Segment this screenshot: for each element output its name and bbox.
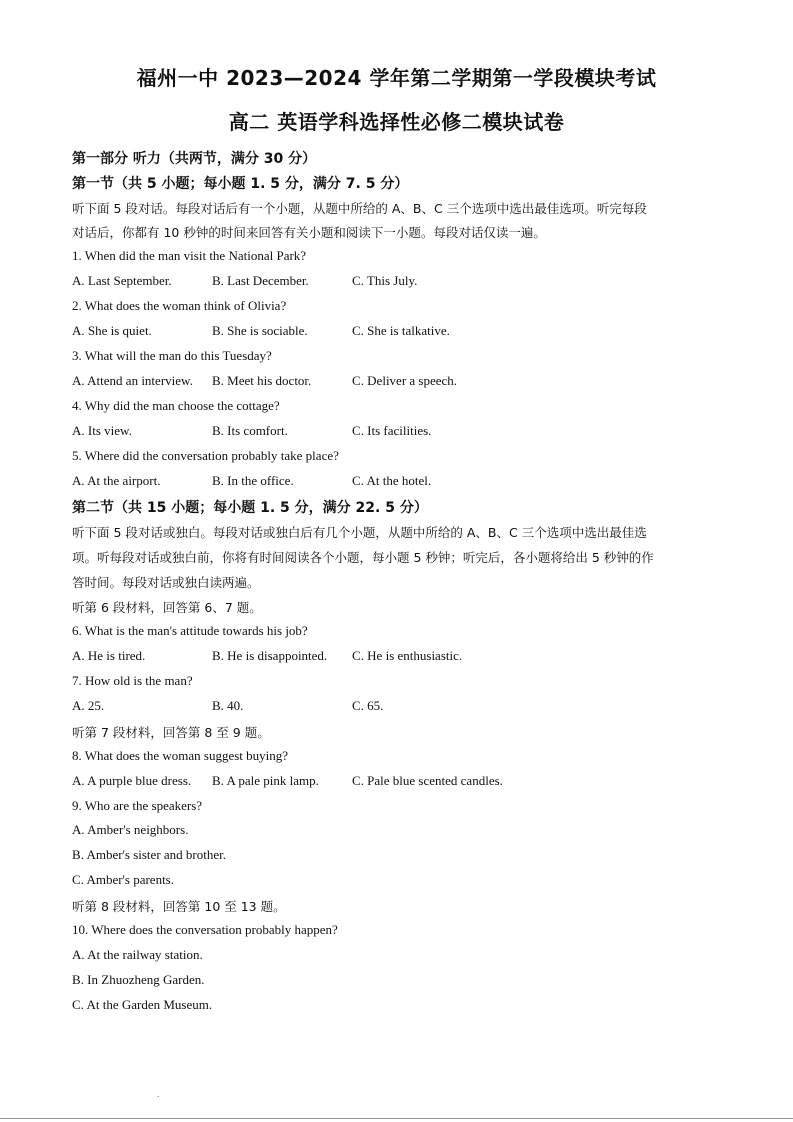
option-a: A. At the airport. [72,473,161,488]
option-c: C. 65. [352,698,384,713]
instructions-line: 项。听每段对话或独白前，你将有时间阅读各个小题，每小题 5 秒钟；听完后，各小题将给出 5 秒钟的作 [72,550,654,565]
option-b: B. 40. [212,698,244,713]
section-heading: 第二节（共 15 小题；每小题 1. 5 分，满分 22. 5 分） [72,500,428,516]
option-c: C. At the Garden Museum. [72,997,213,1012]
question-2: 2. What does the woman think of Olivia? [72,298,287,313]
option-a: A. A purple blue dress. [72,773,192,788]
option-b: B. Amber's sister and brother. [72,847,226,862]
option-a: A. At the railway station. [72,947,203,962]
option-b: B. In Zhuozheng Garden. [72,972,205,987]
option-a: A. Its view. [72,423,132,438]
option-c: C. Deliver a speech. [352,373,458,388]
exam-title: 福州一中 2023—2024 学年第二学期第一学段模块考试 [136,66,657,90]
option-b: B. Last December. [212,273,309,288]
option-c: C. Its facilities. [352,423,432,438]
option-c: C. He is enthusiastic. [352,648,463,663]
material-note: 听第 6 段材料，回答第 6、7 题。 [72,600,262,615]
option-b: B. She is sociable. [212,323,308,338]
option-b: B. Meet his doctor. [212,373,312,388]
option-a: A. 25. [72,698,105,713]
section-heading: 第一节（共 5 小题；每小题 1. 5 分，满分 7. 5 分） [72,176,409,192]
instructions-line: 听下面 5 段对话或独白。每段对话或独白后有几个小题，从题中所给的 A、B、C 三个选项中选出最佳选 [72,525,647,540]
question-5: 5. Where did the conversation probably take place? [72,448,339,463]
question-8: 8. What does the woman suggest buying? [72,748,289,763]
option-a: A. Attend an interview. [72,373,193,388]
option-c: C. This July. [352,273,418,288]
page-mark: . [157,1090,160,1099]
option-c: C. At the hotel. [352,473,432,488]
option-c: C. She is talkative. [352,323,450,338]
option-c: C. Pale blue scented candles. [352,773,503,788]
question-6: 6. What is the man's attitude towards his job? [72,623,308,638]
question-1: 1. When did the man visit the National Park? [72,248,307,263]
instructions-line: 听下面 5 段对话。每段对话后有一个小题，从题中所给的 A、B、C 三个选项中选出最佳选项。听完每段 [72,201,647,216]
option-a: A. Amber's neighbors. [72,822,189,837]
question-7: 7. How old is the man? [72,673,193,688]
option-c: C. Amber's parents. [72,872,174,887]
option-b: B. In the office. [212,473,294,488]
exam-subtitle: 高二 英语学科选择性必修二模块试卷 [228,110,565,134]
option-a: A. Last September. [72,273,172,288]
option-a: A. He is tired. [72,648,146,663]
option-a: A. She is quiet. [72,323,152,338]
material-note: 听第 7 段材料，回答第 8 至 9 题。 [72,725,270,740]
option-b: B. Its comfort. [212,423,288,438]
question-4: 4. Why did the man choose the cottage? [72,398,280,413]
option-b: B. A pale pink lamp. [212,773,319,788]
question-3: 3. What will the man do this Tuesday? [72,348,272,363]
material-note: 听第 8 段材料，回答第 10 至 13 题。 [72,899,286,914]
part-heading: 第一部分 听力（共两节，满分 30 分） [72,151,317,167]
instructions-line: 对话后，你都有 10 秒钟的时间来回答有关小题和阅读下一小题。每段对话仅读一遍。 [72,225,546,240]
instructions-line: 答时间。每段对话或独白读两遍。 [72,575,260,590]
option-b: B. He is disappointed. [212,648,328,663]
question-9: 9. Who are the speakers? [72,798,203,813]
question-10: 10. Where does the conversation probably happen? [72,922,338,937]
footer-divider [0,1118,793,1119]
